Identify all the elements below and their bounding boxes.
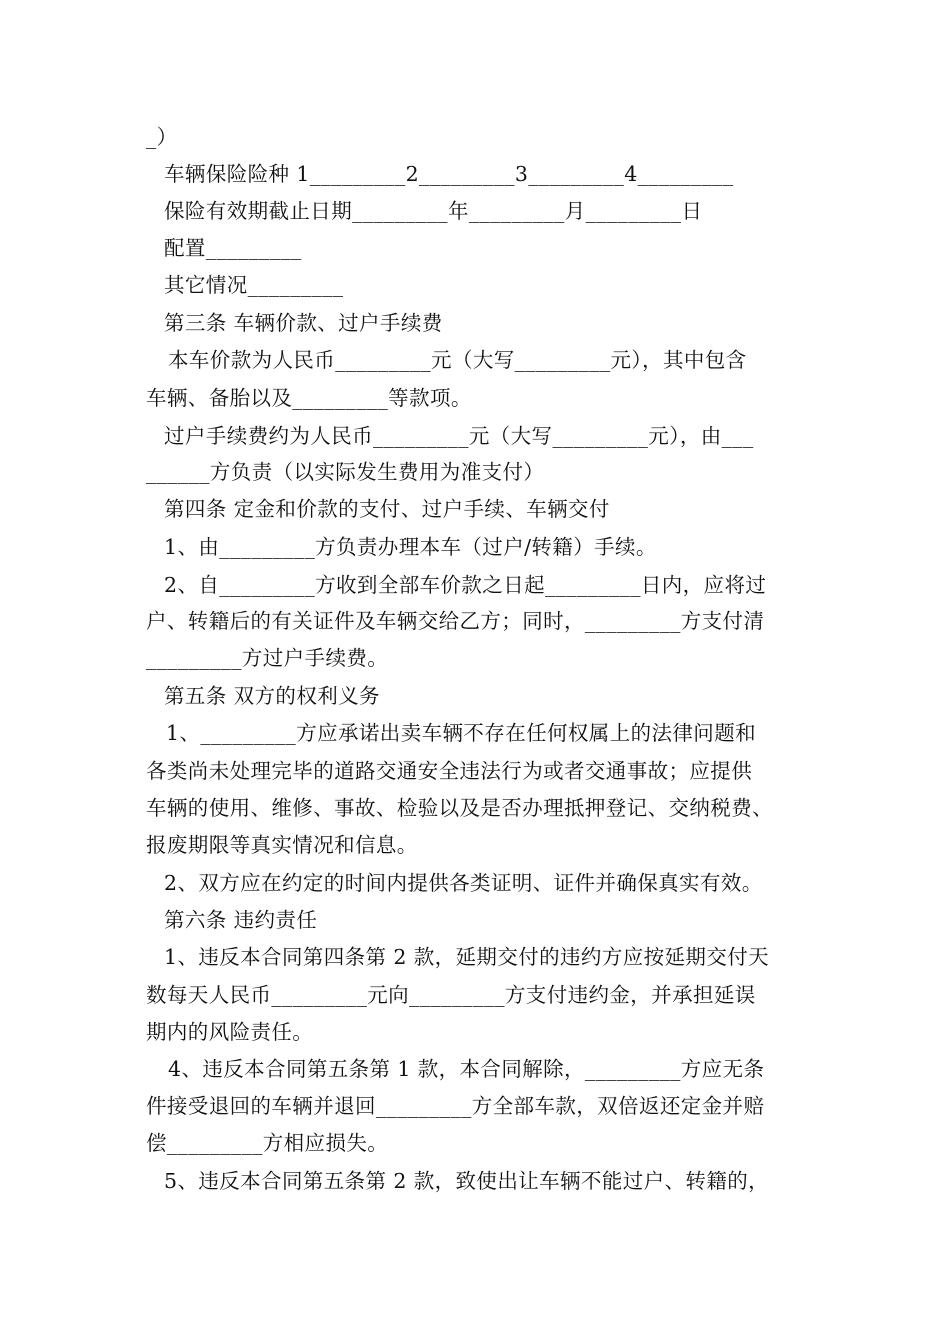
text-line: 件接受退回的车辆并退回_________方全部车款，双倍返还定金并赔 xyxy=(146,1094,765,1118)
text-line: ______方负责（以实际发生费用为准支付） xyxy=(146,460,545,484)
text-line: 各类尚未处理完毕的道路交通安全违法行为或者交通事故；应提供 xyxy=(146,759,753,783)
text-line: 2、自_________方收到全部车价款之日起_________日内，应将过 xyxy=(164,573,767,597)
text-line: 车辆的使用、维修、事故、检验以及是否办理抵押登记、交纳税费、 xyxy=(146,796,773,820)
text-line: 其它情况_________ xyxy=(164,273,344,297)
text-line: 4、违反本合同第五条第 1 款，本合同解除，_________方应无条 xyxy=(168,1057,765,1081)
text-line: 保险有效期截止日期_________年_________月_________日 xyxy=(164,199,703,223)
text-line: 1、由_________方负责办理本车（过户/转籍）手续。 xyxy=(164,535,657,559)
text-line: _________方过户手续费。 xyxy=(146,646,389,670)
section-heading: 第四条 定金和价款的支付、过户手续、车辆交付 xyxy=(164,497,610,521)
text-line: _） xyxy=(146,125,178,149)
text-line: 偿_________方相应损失。 xyxy=(146,1131,389,1155)
text-line: 1、_________方应承诺出卖车辆不存在任何权属上的法律问题和 xyxy=(166,721,756,745)
text-line: 本车价款为人民币_________元（大写_________元），其中包含 xyxy=(168,348,747,372)
text-line: 户、转籍后的有关证件及车辆交给乙方；同时，_________方支付清 xyxy=(146,609,765,633)
text-line: 2、双方应在约定的时间内提供各类证明、证件并确保真实有效。 xyxy=(164,871,763,895)
text-line: 期内的风险责任。 xyxy=(146,1020,314,1044)
text-line: 5、违反本合同第五条第 2 款，致使出让车辆不能过户、转籍的， xyxy=(164,1169,770,1193)
section-heading: 第三条 车辆价款、过户手续费 xyxy=(164,311,443,335)
section-heading: 第五条 双方的权利义务 xyxy=(164,684,380,708)
text-line: 车辆、备胎以及_________等款项。 xyxy=(146,386,472,410)
text-line: 车辆保险险种 1_________2_________3_________4_________ xyxy=(164,162,734,186)
section-heading: 第六条 违约责任 xyxy=(164,908,318,932)
text-line: 过户手续费约为人民币_________元（大写_________元），由___ xyxy=(164,424,754,448)
text-line: 数每天人民币_________元向_________方支付违约金，并承担延误 xyxy=(146,983,756,1007)
text-line: 报废期限等真实情况和信息。 xyxy=(146,833,418,857)
text-line: 1、违反本合同第四条第 2 款，延期交付的违约方应按延期交付天 xyxy=(164,945,770,969)
text-line: 配置_________ xyxy=(164,236,302,260)
